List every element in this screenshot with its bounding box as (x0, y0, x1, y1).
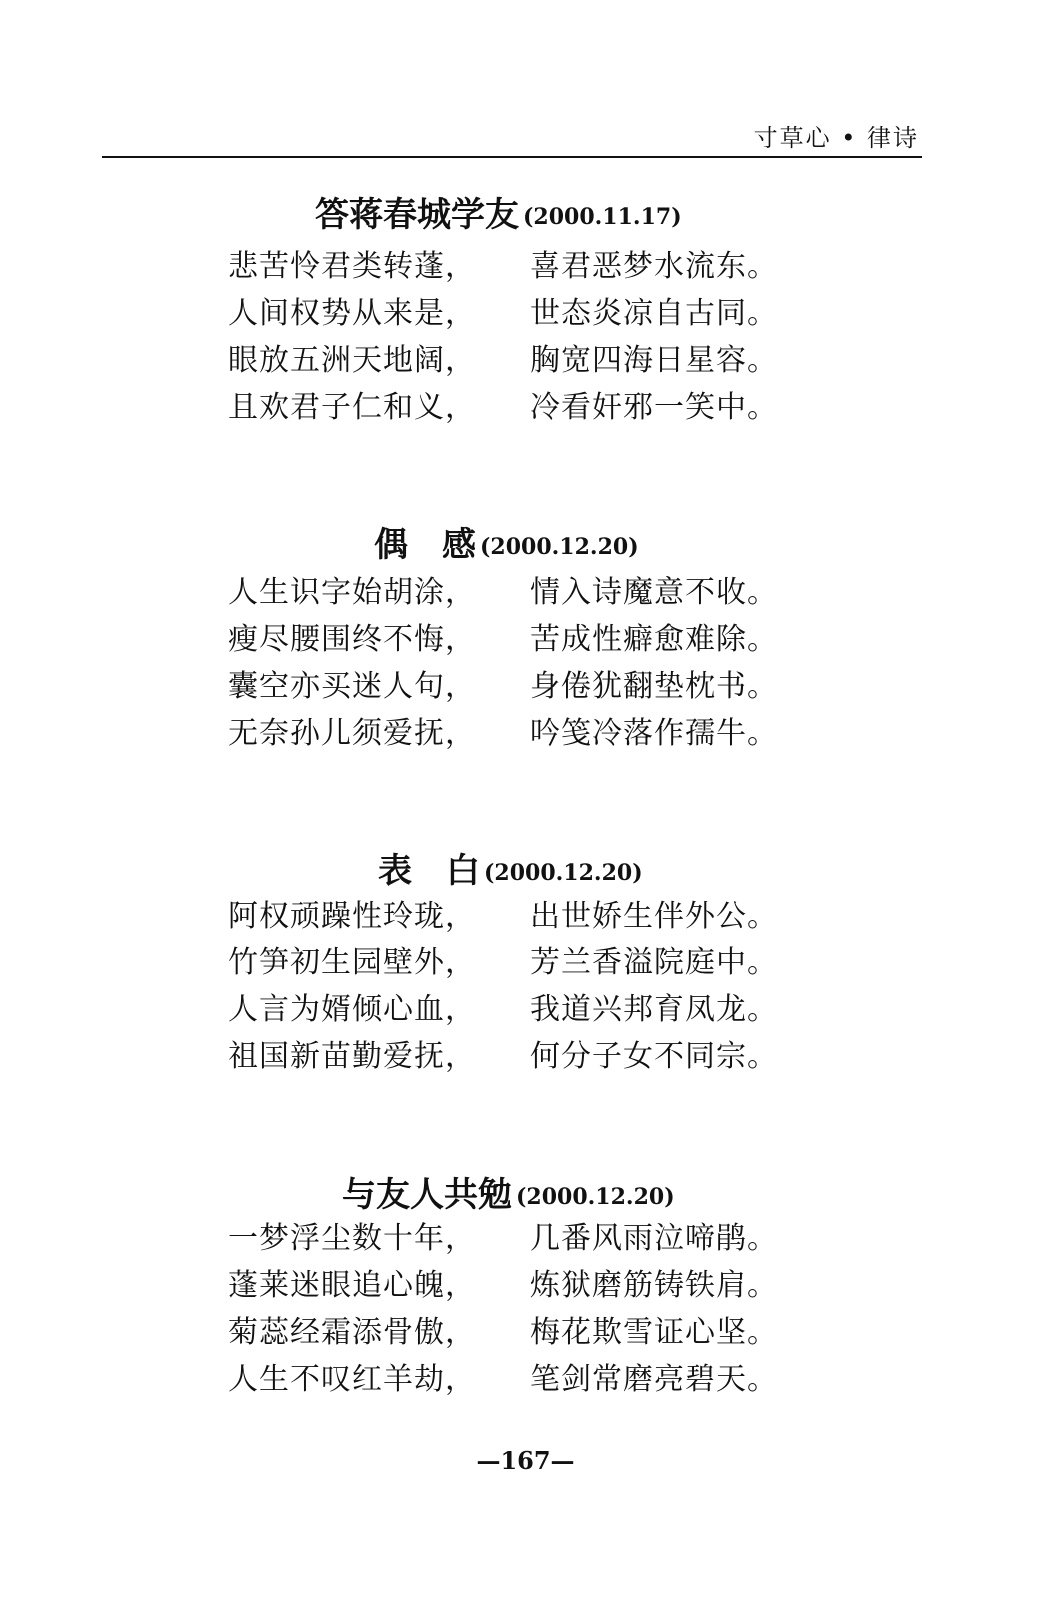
poem-date: (2000.12.20) (480, 534, 639, 560)
poem-line-second-half: 我道兴邦育凤龙。 (530, 992, 778, 1027)
poem-line-second-half: 苦成性癖愈难除。 (530, 622, 778, 657)
poem-line-second-half: 情入诗魔意不收。 (530, 575, 778, 610)
poem-line-second-half: 几番风雨泣啼鹃。 (530, 1221, 778, 1256)
poem-line-second-half: 世态炎凉自古同。 (530, 296, 778, 331)
poem-date: (2000.12.20) (516, 1184, 675, 1210)
poem-line-second-half: 胸宽四海日星容。 (530, 343, 778, 378)
poem-line-second-half: 出世娇生伴外公。 (530, 899, 778, 934)
poem-line-second-half: 吟笺冷落作孺牛。 (530, 716, 778, 751)
poem-line-second-half: 喜君恶梦水流东。 (530, 249, 778, 284)
poem-line-second-half: 何分子女不同宗。 (530, 1039, 778, 1074)
poem-title (315, 190, 682, 240)
poem-line-second-half: 炼狱磨筋铸铁肩。 (530, 1268, 778, 1303)
poem-title (378, 846, 643, 896)
poem-line-first-half: 菊蕊经霜添骨傲， (228, 1315, 476, 1350)
poem-date: (2000.12.20) (484, 860, 643, 886)
poem-title-text: 与友人共勉 (342, 1175, 512, 1215)
poem-line-first-half: 阿权顽躁性玲珑， (228, 899, 476, 934)
poem-line-first-half: 人生识字始胡涂， (228, 575, 476, 610)
page-number: —167— (476, 1446, 575, 1475)
poem-line-second-half: 梅花欺雪证心坚。 (530, 1315, 778, 1350)
header-rule (102, 156, 922, 158)
poem-line-first-half: 蓬莱迷眼追心魄， (228, 1268, 476, 1303)
poem-line-second-half: 笔剑常磨亮碧天。 (530, 1362, 778, 1397)
poem-line-first-half: 囊空亦买迷人句， (228, 669, 476, 704)
poem-line-first-half: 人生不叹红羊劫， (228, 1362, 476, 1397)
poem-line-second-half: 冷看奸邪一笑中。 (530, 390, 778, 425)
poem-title (342, 1170, 675, 1220)
poem-title (374, 520, 639, 570)
poem-title-text: 表 白 (378, 851, 480, 891)
poem-line-first-half: 眼放五洲天地阔， (228, 343, 476, 378)
poem-date: (2000.11.17) (523, 204, 682, 230)
poem-line-second-half: 芳兰香溢院庭中。 (530, 945, 778, 980)
poem-line-first-half: 无奈孙儿须爱抚， (228, 716, 476, 751)
poem-title-text: 答蒋春城学友 (315, 195, 519, 235)
poem-line-first-half: 人言为婿倾心血， (228, 992, 476, 1027)
poem-line-first-half: 悲苦怜君类转蓬， (228, 249, 476, 284)
poem-line-first-half: 瘦尽腰围终不悔， (228, 622, 476, 657)
poem-line-first-half: 人间权势从来是， (228, 296, 476, 331)
running-header: 寸草心 • 律诗 (753, 124, 919, 152)
poem-line-first-half: 一梦浮尘数十年， (228, 1221, 476, 1256)
poem-title-text: 偶 感 (374, 525, 476, 565)
poem-line-first-half: 竹笋初生园壁外， (228, 945, 476, 980)
poem-line-first-half: 且欢君子仁和义， (228, 390, 476, 425)
poem-line-second-half: 身倦犹翻垫枕书。 (530, 669, 778, 704)
poem-line-first-half: 祖国新苗勤爱抚， (228, 1039, 476, 1074)
